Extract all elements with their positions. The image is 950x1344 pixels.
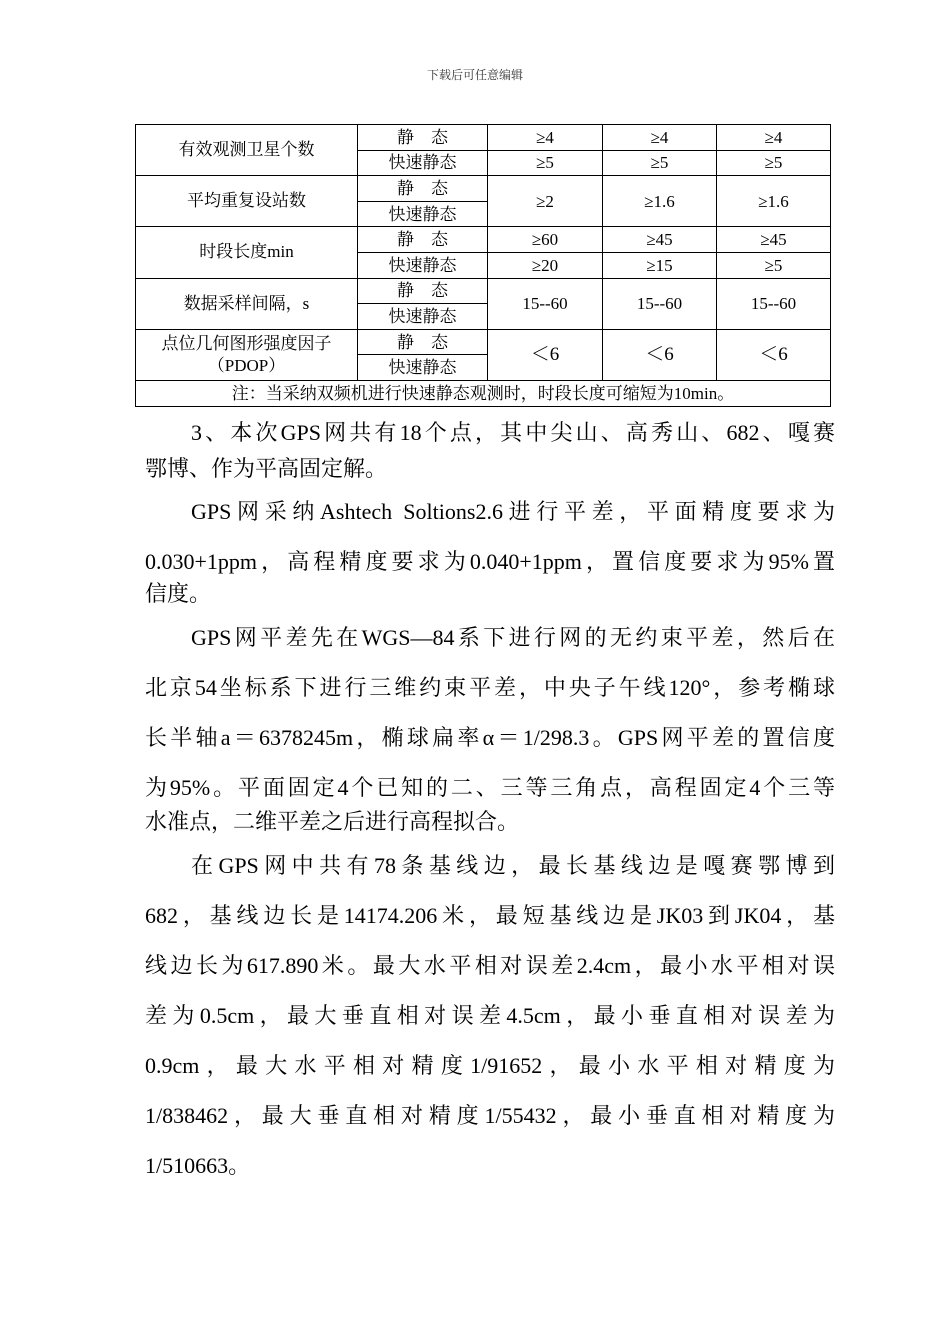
- mode-cell: 快速静态: [358, 304, 488, 330]
- mode-cell: 快速静态: [358, 252, 488, 278]
- value-cell: ≥5: [488, 150, 603, 176]
- text-line: GPS网平差先在WGS—84系下进行网的无约束平差，然后在: [191, 625, 835, 650]
- page-header: 下载后可任意编辑: [426, 68, 523, 82]
- value-cell: ≥2: [488, 176, 603, 227]
- value-cell: ≥5: [717, 252, 831, 278]
- value-cell: ≥4: [717, 125, 831, 151]
- value-cell: ≥5: [603, 150, 717, 176]
- mode-cell: 快速静态: [358, 355, 488, 381]
- text-line: 鄂博、作为平高固定解。: [145, 456, 388, 481]
- row-label: 有效观测卫星个数: [136, 125, 358, 176]
- table-row: [136, 227, 831, 253]
- text-line: 0.030+1ppm，高程精度要求为0.040+1ppm，置信度要求为95%置: [145, 549, 835, 574]
- value-cell: ≥1.6: [717, 176, 831, 227]
- text-line: 差为0.5cm，最大垂直相对误差4.5cm，最小垂直相对误差为: [145, 1003, 835, 1028]
- text-line: 北京54坐标系下进行三维约束平差，中央子午线120°，参考椭球: [145, 675, 835, 700]
- row-label: 平均重复设站数: [136, 176, 358, 227]
- paragraph: [145, 415, 835, 487]
- mode-cell: 静 态: [358, 125, 488, 151]
- value-cell: 15--60: [488, 278, 603, 329]
- mode-cell: 静 态: [358, 329, 488, 355]
- text-line: 682，基线边长是14174.206米，最短基线边是JK03到JK04，基: [145, 903, 835, 928]
- text-line: 水准点，二维平差之后进行高程拟合。: [145, 809, 520, 834]
- value-cell: ＜6: [717, 329, 831, 380]
- value-cell: ≥15: [603, 252, 717, 278]
- row-label: 时段长度min: [136, 227, 358, 278]
- text-line: 在GPS网中共有78条基线边，最长基线边是嘎赛鄂博到: [191, 853, 835, 878]
- paragraph: [145, 613, 835, 837]
- value-cell: ＜6: [488, 329, 603, 380]
- value-cell: ≥5: [717, 150, 831, 176]
- mode-cell: 快速静态: [358, 201, 488, 227]
- gps-spec-table: [135, 124, 831, 407]
- value-cell: 15--60: [603, 278, 717, 329]
- body-text: [145, 415, 835, 1191]
- text-line: GPS网采纳Ashtech Soltions2.6进行平差，平面精度要求为: [191, 499, 835, 524]
- text-line: 1/838462，最大垂直相对精度1/55432，最小垂直相对精度为: [145, 1103, 835, 1128]
- mode-cell: 静 态: [358, 176, 488, 202]
- value-cell: ≥4: [488, 125, 603, 151]
- mode-cell: 快速静态: [358, 150, 488, 176]
- mode-cell: 静 态: [358, 227, 488, 253]
- table-row: [136, 380, 831, 406]
- paragraph: [145, 487, 835, 609]
- table-row: [136, 125, 831, 151]
- paragraph: [145, 841, 835, 1191]
- text-line: 长半轴a＝6378245m，椭球扁率α＝1/298.3。GPS网平差的置信度: [145, 725, 835, 750]
- value-cell: ＜6: [603, 329, 717, 380]
- text-line: 为95%。平面固定4个已知的二、三等三角点，高程固定4个三等: [145, 775, 835, 800]
- row-label: 数据采样间隔，s: [136, 278, 358, 329]
- text-line: 信度。: [145, 581, 212, 606]
- text-line: 3、本次GPS网共有18个点，其中尖山、高秀山、682、嘎赛: [191, 420, 835, 445]
- table-note: 注：当采纳双频机进行快速静态观测时，时段长度可缩短为10min。: [136, 380, 831, 406]
- text-line: 0.9cm，最大水平相对精度1/91652，最小水平相对精度为: [145, 1053, 835, 1078]
- value-cell: 15--60: [717, 278, 831, 329]
- row-label: 点位几何图形强度因子（PDOP）: [136, 329, 358, 380]
- value-cell: ≥4: [603, 125, 717, 151]
- text-line: 1/510663。: [145, 1153, 251, 1178]
- value-cell: ≥60: [488, 227, 603, 253]
- text-line: 线边长为617.890米。最大水平相对误差2.4cm，最小水平相对误: [145, 953, 835, 978]
- table-row: [136, 278, 831, 304]
- value-cell: ≥45: [603, 227, 717, 253]
- value-cell: ≥20: [488, 252, 603, 278]
- table-row: [136, 329, 831, 355]
- mode-cell: 静 态: [358, 278, 488, 304]
- value-cell: ≥1.6: [603, 176, 717, 227]
- table-row: [136, 176, 831, 202]
- value-cell: ≥45: [717, 227, 831, 253]
